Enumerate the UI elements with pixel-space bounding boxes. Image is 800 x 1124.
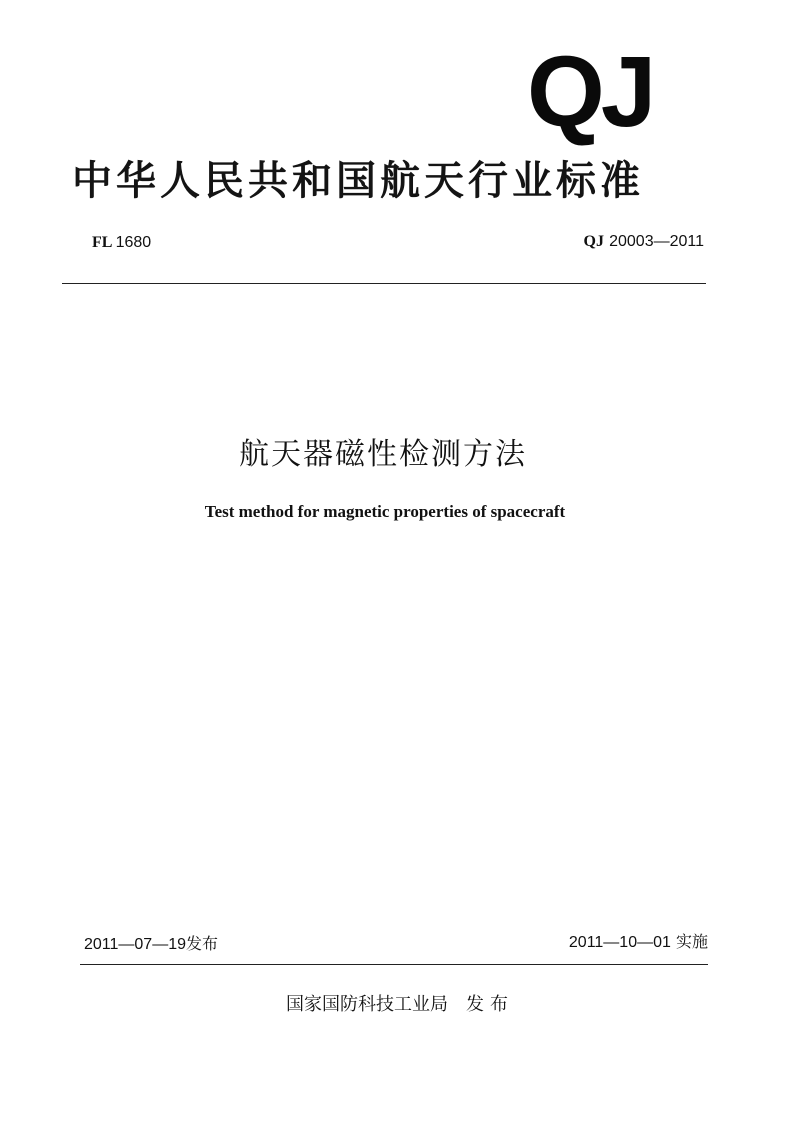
footer-divider [80, 964, 708, 965]
classification-number: 1680 [115, 234, 152, 251]
issue-label: 发布 [186, 934, 219, 953]
implement-label: 实施 [675, 932, 708, 951]
document-title-en: Test method for magnetic properties of spacecraft [204, 502, 566, 521]
document-title-zh: 航天器磁性检测方法 [239, 437, 527, 472]
header-divider [62, 283, 706, 284]
classification-prefix: FL [92, 234, 112, 251]
publisher-line [0, 992, 800, 1018]
implement-date: 2011—10—01 [568, 934, 671, 951]
qj-logo: QJ [527, 36, 653, 148]
publish-label: 发布 [466, 994, 514, 1015]
implement-date-line [569, 931, 708, 954]
standard-prefix: QJ [583, 233, 604, 250]
classification-code [92, 232, 151, 254]
issue-date-line [84, 933, 218, 956]
standard-number [584, 230, 704, 253]
standard-type-title: 中华人民共和国航天行业标准 [72, 158, 644, 204]
issue-date: 2011—07—19 [84, 936, 186, 953]
publisher-name: 国家国防科技工业局 [286, 994, 448, 1015]
standard-number-value: 20003—2011 [609, 233, 704, 250]
